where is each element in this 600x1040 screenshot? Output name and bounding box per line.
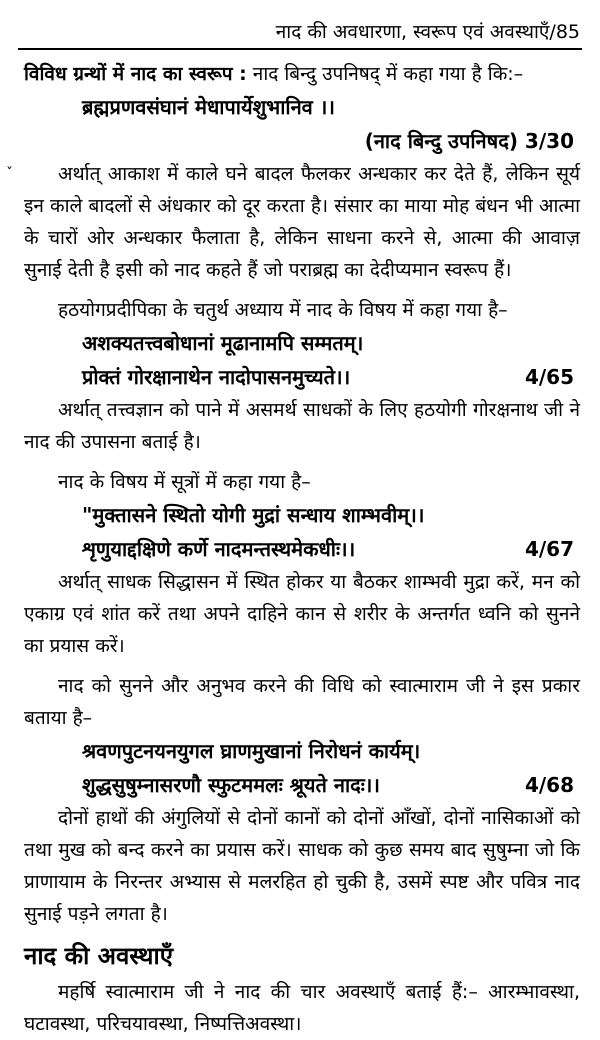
section-lead-text: नाद बिन्दु उपनिषद् में कहा गया है कि:– [246,63,524,85]
paragraph: अर्थात् आकाश में काले घने बादल फैलकर अन्धकार कर देते हैं, लेकिन सूर्य इन काले बादलों से अंधकार को दूर करता है। संसार का माया मोह बंधन भी आत्मा के चारों ओर अन्धकार फैलाता है, लेकिन साधना करने से, आत्मा की आवाज़ सुनाई देती है इसी को नाद कहते हैं जो पराब्रह्म का देदीप्यमान स्वरूप हैं। [24,163,580,281]
stray-mark: ˇ [6,166,13,182]
header-title: नाद की अवधारणा, स्वरूप एवं अवस्थाएँ/85 [275,21,580,43]
section-heading: नाद की अवस्थाएँ [24,942,173,970]
page-body [24,58,580,1040]
section-intro: हठयोगप्रदीपिका के चतुर्थ अध्याय में नाद के विषय में कहा गया है– [58,299,508,321]
verse-reference: 4/65 [524,365,574,389]
verse-line [24,326,580,360]
section-lead-bold: विविध ग्रन्थों में नाद का स्वरूप : [24,63,247,85]
verse-text: "मुक्तासने स्थितो योगी मुद्रां सन्धाय शाम्भवीम्।। [82,503,425,527]
verse-text: शुद्धसुषुम्नासरणौ स्फुटममलः श्रूयते नादः।। [82,773,380,797]
verse-reference: 4/67 [524,537,574,561]
verse-line [24,498,580,532]
paragraph: दोनों हाथों की अंगुलियों से दोनों कानों को दोनों आँखों, दोनों नासिकाओं को तथा मुख को बन्द करने का प्रयास करें। साधक को कुछ समय बाद सुषुम्ना जो कि प्राणायाम के निरन्तर अभ्यास से मलरहित हो चुकी है, उसमें स्पष्ट और पवित्र नाद सुनाई पड़ने लगता है। [24,807,580,925]
paragraph: अर्थात् साधक सिद्धासन में स्थित होकर या बैठकर शाम्भवी मुद्रा करें, मन को एकाग्र एवं शांत करें तथा अपने दाहिने कान से शरीर के अन्तर्गत ध्वनि को सुनने का प्रयास करें। [24,571,580,657]
verse-source: (नाद बिन्दु उपनिषद) 3/30 [364,129,574,153]
section-lead [24,58,580,90]
verse-line [24,734,580,768]
verse-text: श्रवणपुटनयनयुगल घ्राणमुखानां निरोधनं कार्यम्। [82,739,421,763]
header-rule [18,48,582,50]
section-intro: नाद के विषय में सूत्रों में कहा गया है– [58,471,311,493]
verse-reference: 4/68 [524,773,574,797]
section-intro: नाद को सुनने और अनुभव करने की विधि को स्वात्माराम जी ने इस प्रकार बताया है– [24,675,580,729]
verse-text: अशक्यतत्त्वबोधानां मूढानामपि सम्मतम्। [82,331,364,355]
paragraph: महर्षि स्वात्माराम जी ने नाद की चार अवस्थाएँ बताई हैं:– आरम्भावस्था, घटावस्था, परिचयावस्था, निष्पत्तिअवस्था। [24,981,580,1035]
running-header [18,10,582,52]
verse-text: प्रोक्तं गोरक्षानाथेन नादोपासनमुच्यते।। [82,365,351,389]
verse-line [24,768,580,802]
verse-line [24,360,580,394]
paragraph: अर्थात् तत्त्वज्ञान को पाने में असमर्थ साधकों के लिए हठयोगी गोरक्षनाथ जी ने नाद की उपासना बताई है। [24,399,580,453]
verse-line [24,532,580,566]
verse-line [24,90,580,124]
verse-text: ब्रह्मप्रणवसंघानं मेधापार्येशुभानिव ।। [82,95,335,119]
verse-text: शृणुयाद्दक्षिणे कर्णे नादमन्तस्थमेकधीः।। [82,537,356,561]
